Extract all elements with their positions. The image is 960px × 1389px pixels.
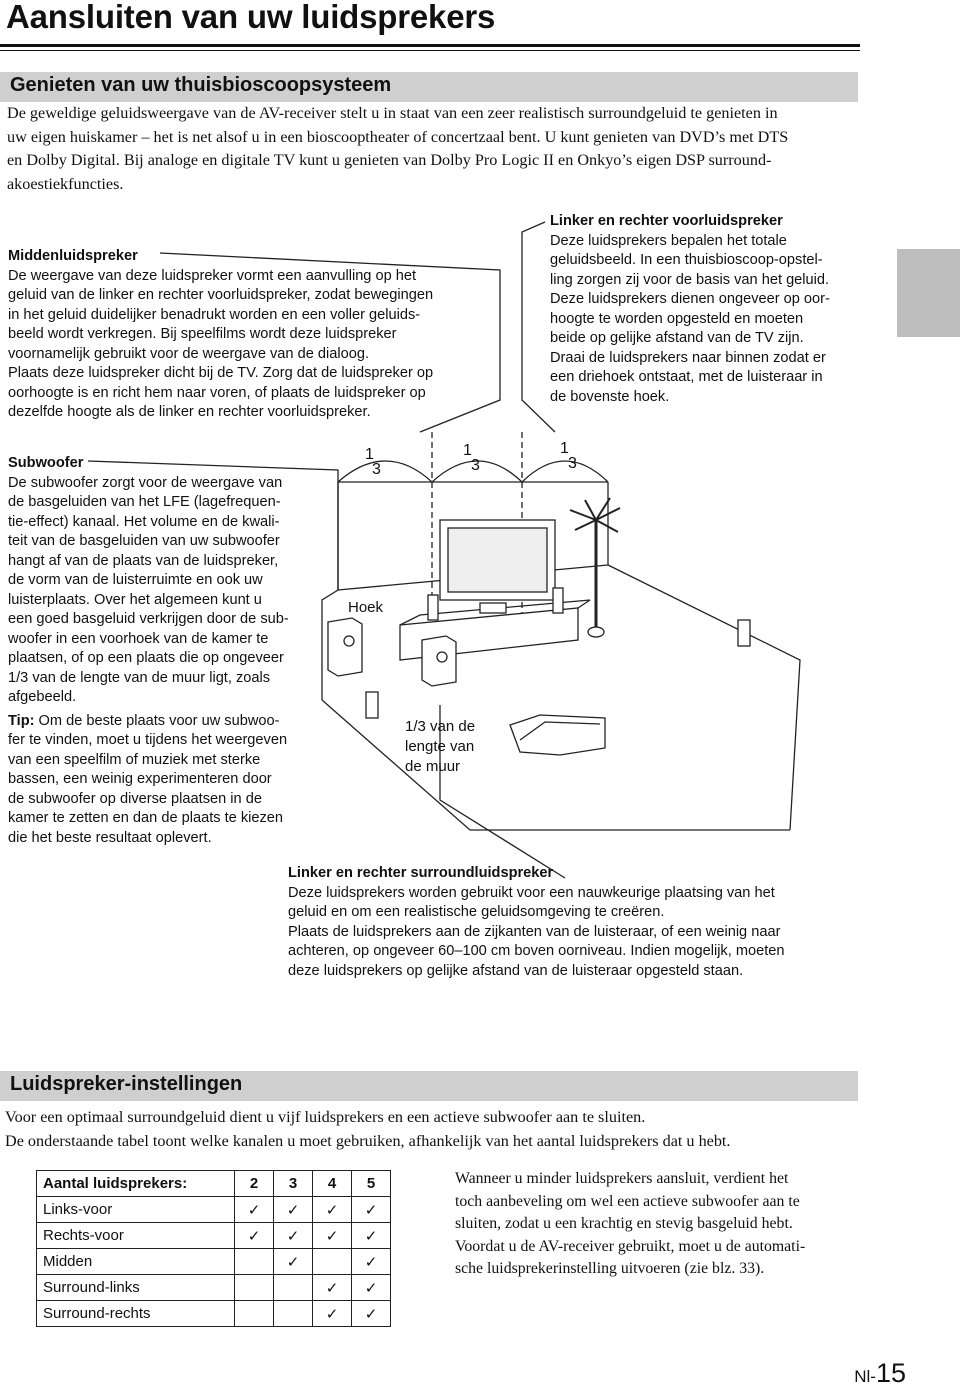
callout-line: hoogte te worden opgesteld en moeten [550, 310, 804, 327]
table-cell-check: ✓ [352, 1249, 391, 1275]
intro-line: akoestiekfuncties. [7, 174, 124, 193]
speaker-table-wrapper [36, 1170, 391, 1327]
third-label-num: 1 [365, 446, 374, 463]
table-cell-check: ✓ [313, 1197, 352, 1223]
callout-line: Draai de luidsprekers naar binnen zodat er [550, 349, 826, 366]
front-right-speaker [553, 588, 563, 613]
note-line: toch aanbeveling om wel een actieve subwoofer aan te [455, 1192, 800, 1210]
callout-line: Deze luidsprekers dienen ongeveer op oor- [550, 291, 830, 307]
callout-line: De subwoofer zorgt voor de weergave van [8, 474, 283, 491]
note-line: sluiten, zodat u een krachtig en stevig basgeluid hebt. [455, 1215, 793, 1232]
subwoofer-corner [328, 618, 362, 676]
table-cell-check [274, 1275, 313, 1301]
corner-label: Hoek [348, 599, 384, 616]
third-label-num: 1 [560, 440, 569, 457]
callout-line: hangt af van de plaats van de luidspreker, [8, 552, 279, 569]
table-cell-check: ✓ [313, 1223, 352, 1249]
table-cell-check: ✓ [313, 1301, 352, 1327]
table-cell-check: ✓ [274, 1223, 313, 1249]
callout-line: Plaats de luidsprekers aan de zijkanten van de luisteraar, of een weinig naar [288, 923, 781, 940]
third-arc [522, 461, 608, 482]
callout-line: geluidsbeeld. In een thuisbioscoop-opstel- [550, 252, 823, 268]
palm-pot [588, 627, 604, 637]
center-speaker-title: Middenluidspreker [8, 248, 138, 264]
callout-line: dezelfde hoogte als de linker en rechter voorluidspreker. [8, 404, 371, 420]
page-title: Aansluiten van uw luidsprekers [6, 0, 496, 35]
callout-line: de basgeluiden van het LFE (lagefrequen- [8, 494, 281, 510]
third-label-den: 3 [568, 455, 577, 472]
callout-line: deze luidsprekers op gelijke afstand van de luisteraar opgesteld staan. [288, 962, 744, 979]
note-line: Voordat u de AV-receiver gebruikt, moet u de automati- [455, 1237, 806, 1255]
table-cell-check: ✓ [352, 1301, 391, 1327]
third-label-den: 3 [372, 461, 381, 478]
right-wall [608, 565, 800, 830]
leader-line-subwoofer [88, 461, 338, 590]
table-header-cell: 3 [274, 1171, 313, 1197]
intro-line: uw eigen huiskamer – het is net alsof u in een bioscooptheater of concertzaal bent. U kunt genieten van DVD’s met DTS [7, 127, 789, 146]
speaker-table [36, 1170, 391, 1327]
callout-line: teit van de basgeluiden van uw subwoofer [8, 533, 280, 549]
callout-line: afgebeeld. [8, 689, 77, 705]
page-number [854, 1358, 906, 1389]
callout-line: Deze luidsprekers bepalen het totale [550, 232, 787, 249]
page-number-value: 15 [875, 1358, 906, 1388]
callout-line: luisterplaats. Over het algemeen kunt u [8, 591, 262, 608]
callout-line: een driehoek ontstaat, met de luisteraar in [550, 369, 823, 385]
table-cell-check: ✓ [274, 1197, 313, 1223]
callout-line: beide op gelijke afstand van de TV zijn. [550, 330, 804, 346]
settings-intro [5, 1106, 885, 1153]
section-heading-speaker-settings [0, 1071, 858, 1101]
callout-line: 1/3 van de lengte van de muur ligt, zoals [8, 669, 271, 686]
table-cell-check: ✓ [235, 1197, 274, 1223]
table-header-row [37, 1171, 391, 1197]
table-cell-check: ✓ [235, 1223, 274, 1249]
third-label-num: 1 [463, 442, 472, 459]
intro-line: De geweldige geluidsweergave van de AV-receiver stelt u in staat van een zeer realistisch surroundgeluid te genieten in [7, 104, 778, 122]
table-header-cell: 4 [313, 1171, 352, 1197]
callout-line: geluid van de linker en rechter voorluidspreker, zodat bewegingen [8, 287, 434, 303]
table-cell-label: Surround-links [37, 1275, 235, 1301]
subwoofer-note [455, 1168, 875, 1281]
table-cell-label: Links-voor [37, 1197, 235, 1223]
table-row [37, 1275, 391, 1301]
table-header-cell: 2 [235, 1171, 274, 1197]
table-cell-check [235, 1301, 274, 1327]
callout-line: voornamelijk gebruikt voor de weergave van de dialoog. [8, 345, 370, 362]
leader-line-center [160, 253, 500, 432]
callout-line: ling zorgen zij voor de basis van het geluid. [550, 271, 830, 288]
third-label-den: 3 [471, 457, 480, 474]
wall-label-line: de muur [405, 758, 461, 775]
subwoofer-title: Subwoofer [8, 455, 84, 471]
note-line: sche luidsprekerinstelling uitvoeren (zie blz. 33). [455, 1260, 765, 1277]
table-cell-check [235, 1249, 274, 1275]
intro-line: De onderstaande tabel toont welke kanalen u moet gebruiken, afhankelijk van het aantal luidsprekers dat u hebt. [5, 1131, 731, 1150]
callout-line: woofer in een voorhoek van de kamer te [8, 630, 269, 647]
surround-left-speaker [366, 692, 378, 718]
surround-speakers-callout [288, 864, 888, 981]
table-cell-check [274, 1301, 313, 1327]
callout-line: kamer te zetten en dan de plaats te kiezen [8, 810, 284, 826]
callout-line: de vorm van de luisterruimte en ook uw [8, 572, 263, 588]
surround-right-speaker [738, 620, 750, 646]
section-heading-text: Genieten van uw thuisbioscoopsysteem [10, 74, 392, 96]
table-row [37, 1197, 391, 1223]
callout-line: plaatsen, of op een plaats die op ongeveer [8, 650, 284, 666]
center-speaker [480, 603, 506, 613]
table-cell-label: Surround-rechts [37, 1301, 235, 1327]
table-cell-check: ✓ [274, 1249, 313, 1275]
callout-line: fer te vinden, moet u tijdens het weergeven [8, 732, 288, 748]
front-speakers-title: Linker en rechter voorluidspreker [550, 213, 783, 229]
third-arc [338, 461, 432, 482]
table-header-cell: Aantal luidsprekers: [37, 1171, 235, 1197]
table-cell-check: ✓ [352, 1223, 391, 1249]
table-row [37, 1301, 391, 1327]
table-cell-check: ✓ [313, 1275, 352, 1301]
callout-line: oorhoogte is en richt hem naar voren, of plaats de luidspreker op [8, 384, 426, 401]
wall-label-line: lengte van [405, 738, 475, 755]
table-cell-label: Rechts-voor [37, 1223, 235, 1249]
callout-line: De weergave van deze luidspreker vormt een aanvulling op het [8, 267, 417, 284]
table-row [37, 1223, 391, 1249]
callout-line: Plaats deze luidspreker dicht bij de TV. Zorg dat de luidspreker op [8, 365, 434, 381]
table-cell-check [235, 1275, 274, 1301]
callout-line: de bovenste hoek. [550, 388, 670, 405]
table-cell-check: ✓ [352, 1197, 391, 1223]
page-prefix: Nl- [854, 1367, 876, 1386]
callout-line: van een speelfilm of muziek met sterke [8, 751, 261, 768]
intro-line: en Dolby Digital. Bij analoge en digitale TV kunt u genieten van Dolby Pro Logic II en Onkyo’s eigen DSP surround- [7, 151, 772, 169]
callout-line: die het beste resultaat oplevert. [8, 829, 212, 846]
callout-line: beeld wordt verkregen. Bij speelfilms wordt deze luidspreker [8, 326, 397, 342]
table-cell-check: ✓ [352, 1275, 391, 1301]
wall-label-line: 1/3 van de [405, 718, 476, 735]
callout-line: bassen, een weinig experimenteren door [8, 771, 272, 787]
table-header-cell: 5 [352, 1171, 391, 1197]
callout-line: een goed basgeluid verkrijgen door de sub- [8, 611, 289, 627]
front-left-speaker [428, 595, 438, 620]
callout-line: de subwoofer op diverse plaatsen in de [8, 790, 262, 807]
callout-line: achteren, op ongeveer 60–100 cm boven oorniveau. Indien mogelijk, moeten [288, 943, 785, 959]
leader-line-front [522, 222, 555, 432]
note-line: Wanneer u minder luidsprekers aansluit, verdient het [455, 1170, 789, 1187]
tip-first-line: Om de beste plaats voor uw subwoo- [34, 712, 280, 729]
callout-line: Deze luidsprekers worden gebruikt voor een nauwkeurige plaatsing van het [288, 884, 775, 901]
callout-line: tie-effect) kanaal. Het volume en de kwali- [8, 513, 280, 530]
section-heading-text: Luidspreker-instellingen [10, 1073, 243, 1095]
callout-line: in het geluid duidelijker benadrukt worden en een voller geluids- [8, 306, 421, 323]
tv-screen [448, 528, 547, 592]
callout-line: geluid en om een realistische geluidsomgeving te creëren. [288, 904, 665, 920]
sofa [510, 715, 605, 755]
table-cell-label: Midden [37, 1249, 235, 1275]
intro-line: Voor een optimaal surroundgeluid dient u vijf luidsprekers en een actieve subwoofer aan te sluiten. [5, 1108, 646, 1126]
table-cell-check [313, 1249, 352, 1275]
table-row [37, 1249, 391, 1275]
surround-speakers-title: Linker en rechter surroundluidspreker [288, 865, 554, 881]
tip-label: Tip: [8, 712, 35, 729]
